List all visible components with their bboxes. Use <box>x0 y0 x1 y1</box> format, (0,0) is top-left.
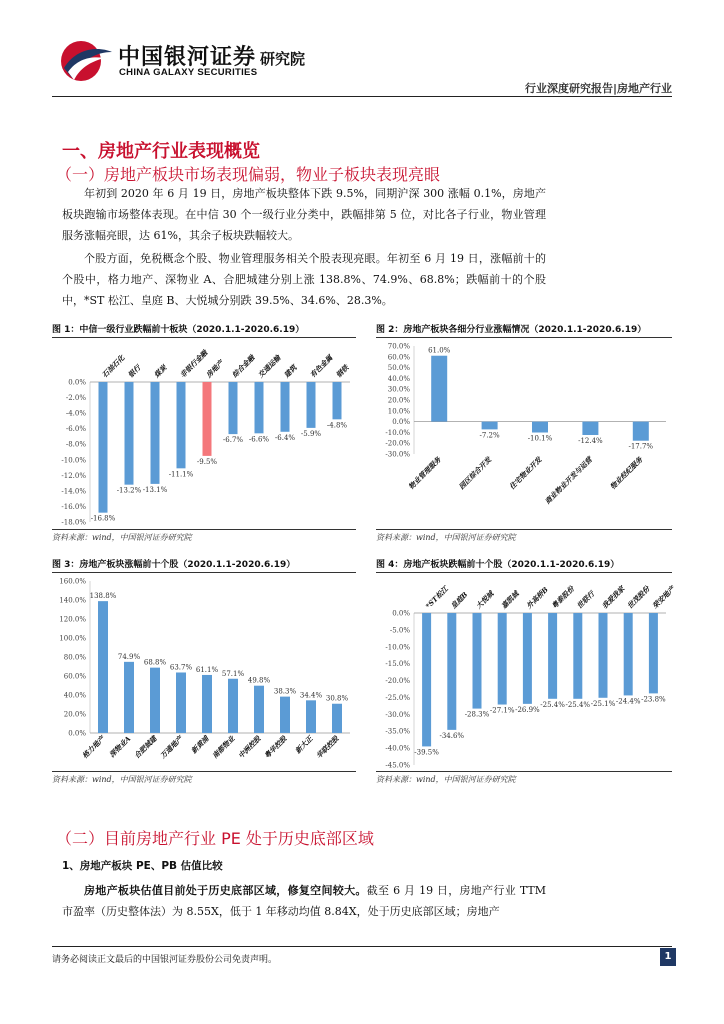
data-label: 61.1% <box>195 665 219 674</box>
category-label: 南都物业 <box>210 734 237 761</box>
fig2-caption-line <box>376 337 672 338</box>
y-tick-label: -30.0% <box>385 710 410 719</box>
y-tick-label: -18.0% <box>61 518 86 527</box>
subsection-title-2: （二）目前房地产行业 PE 处于历史底部区域 <box>56 829 374 848</box>
paragraph-3-bold: 房地产板块估值目前处于历史底部区域，修复空间较大。 <box>84 884 367 897</box>
fig4-source: 资料来源：wind，中国银河证券研究院 <box>376 775 516 784</box>
bar <box>280 697 290 733</box>
y-tick-label: -20.0% <box>385 677 410 686</box>
y-tick-label: -10.0% <box>61 456 86 465</box>
category-label: 新黄浦 <box>189 734 211 756</box>
footer-disclaimer: 请务必阅读正文最后的中国银河证券股份公司免责声明。 <box>52 955 278 965</box>
data-label: -5.9% <box>300 429 322 438</box>
fig4-bottom-line <box>376 771 672 772</box>
fig1-source: 资料来源：wind，中国银河证券研究院 <box>52 533 192 542</box>
paragraph-2: 个股方面，免税概念个股、物业管理服务相关个股表现亮眼。年初至 6 月 19 日，涨幅前十的个股中，格力地产、深物业 A、合肥城建分别上涨 138.8%、74.9%、68.8%；跌幅前十的个股中，*ST 松江、皇庭 B、大悦城分别跌 39.5%、34.6%、28.3%。 <box>62 252 546 307</box>
fig3-caption-line <box>52 572 356 573</box>
bar <box>332 704 342 733</box>
category-label: 新大正 <box>293 734 315 756</box>
header <box>0 0 724 100</box>
y-tick-label: 50.0% <box>387 364 410 373</box>
y-tick-label: 40.0% <box>63 691 86 700</box>
paragraph-3-rest: 截至 6 月 19 日，房地产行业 TTM 市盈率（历史整体法）为 8.55X，低于 1 年移动均值 8.84X，处于历史底部区域；房地产 <box>62 884 546 918</box>
data-label: -27.1% <box>489 706 515 715</box>
bar <box>431 356 447 422</box>
bar <box>203 382 212 456</box>
y-tick-label: 160.0% <box>59 577 86 586</box>
data-label: 74.9% <box>117 652 141 661</box>
bar <box>582 422 598 435</box>
data-label: -12.4% <box>578 436 603 445</box>
bar <box>124 662 134 733</box>
data-label: -34.6% <box>439 731 465 740</box>
data-label: -28.3% <box>464 710 490 719</box>
y-tick-label: 20.0% <box>387 396 410 405</box>
bar <box>447 613 456 730</box>
fig1-bottom-line <box>52 529 356 530</box>
bar <box>176 672 186 733</box>
bar <box>333 382 342 419</box>
category-label: 物业经纪服务 <box>608 455 645 492</box>
y-tick-label: -14.0% <box>61 487 86 496</box>
fig2-bottom-line <box>376 529 672 530</box>
fig4-chart <box>376 575 677 771</box>
y-tick-label: -10.0% <box>385 428 410 437</box>
bar <box>633 422 649 441</box>
y-tick-label: -20.0% <box>385 439 410 448</box>
section-title: 一、房地产行业表现概览 <box>62 141 260 162</box>
data-label: -26.9% <box>515 705 540 714</box>
fig1-caption-line <box>52 337 356 338</box>
bar <box>254 686 264 733</box>
data-label: -25.1% <box>590 699 616 708</box>
category-label: 有色金属 <box>308 353 335 380</box>
subsection-title-1: （一）房地产板块市场表现偏弱，物业子板块表现亮眼 <box>56 165 441 184</box>
category-label: 荣安地产 <box>650 584 677 611</box>
data-label: 30.8% <box>325 694 349 703</box>
paragraph-1: 年初到 2020 年 6 月 19 日，房地产板块整体下跌 9.5%，同期沪深 300 涨幅 0.1%，房地产板块跑输市场整体表现。在中信 30 个一级行业分类中，跌幅排第 5 位，对比各子行业，物业管理服务涨幅亮眼，达 61%，其余子板块跌幅较大。 <box>62 187 546 242</box>
y-tick-label: 0.0% <box>68 729 86 738</box>
y-tick-label: -2.0% <box>65 394 86 403</box>
category-label: 华联控股 <box>314 734 341 761</box>
data-label: 138.8% <box>89 592 117 601</box>
category-label: 嘉凯城 <box>499 589 521 611</box>
fig3-source: 资料来源：wind，中国银河证券研究院 <box>52 775 192 784</box>
data-label: -7.2% <box>479 431 500 440</box>
category-label: 交通运输 <box>256 353 283 380</box>
data-label: -11.1% <box>168 470 194 479</box>
y-tick-label: 100.0% <box>59 634 86 643</box>
header-divider <box>52 96 672 97</box>
data-label: 68.8% <box>143 658 167 667</box>
category-label: 煤炭 <box>152 363 169 380</box>
y-tick-label: -10.0% <box>385 643 410 652</box>
y-tick-label: 120.0% <box>59 615 86 624</box>
page-number: 1 <box>660 948 676 966</box>
fig4-caption: 图 4：房地产板块跌幅前十个股（2020.1.1-2020.6.19） <box>376 560 620 570</box>
bar <box>573 613 582 699</box>
bar <box>599 613 608 698</box>
bar <box>229 382 238 434</box>
y-tick-label: 40.0% <box>387 374 410 383</box>
bar <box>202 675 212 733</box>
data-label: 38.3% <box>273 687 297 696</box>
category-label: 世茂股份 <box>625 584 652 611</box>
category-label: *ST松江 <box>423 584 450 611</box>
data-label: 61.0% <box>428 346 451 355</box>
bar <box>498 613 507 705</box>
data-label: -4.8% <box>326 421 348 430</box>
fig3-caption: 图 3：房地产板块涨幅前十个股（2020.1.1-2020.6.19） <box>52 560 296 570</box>
category-label: 我爱我家 <box>600 584 627 611</box>
y-tick-label: -35.0% <box>385 727 410 736</box>
logo-en-text: CHINA GALAXY SECURITIES <box>119 67 258 78</box>
category-label: 中洲控股 <box>236 734 263 761</box>
data-label: -10.1% <box>527 434 553 443</box>
bar <box>649 613 658 693</box>
y-tick-label: -25.0% <box>385 693 410 702</box>
bar <box>473 613 482 709</box>
y-tick-label: -40.0% <box>385 744 410 753</box>
fig2-chart <box>376 340 672 530</box>
category-label: 非银行金融 <box>178 348 210 380</box>
bar <box>548 613 557 699</box>
paragraph-3 <box>62 880 546 922</box>
data-label: -23.8% <box>641 695 666 704</box>
y-tick-label: 0.0% <box>392 418 410 427</box>
logo-cn-text: 中国银河证券 <box>118 45 257 70</box>
footer-divider <box>52 946 672 947</box>
bar <box>422 613 431 746</box>
institute-label: 研究院 <box>260 50 306 68</box>
y-tick-label: -5.0% <box>389 626 410 635</box>
y-tick-label: 30.0% <box>387 385 410 394</box>
fig1-caption: 图 1：中信一级行业跌幅前十板块（2020.1.1-2020.6.19） <box>52 325 305 335</box>
bar <box>523 613 532 704</box>
subheading-pe-pb: 1、房地产板块 PE、PB 估值比较 <box>62 860 223 872</box>
bar <box>150 668 160 733</box>
bar <box>281 382 290 432</box>
bar <box>624 613 633 695</box>
bar <box>177 382 186 468</box>
y-tick-label: 80.0% <box>63 653 86 662</box>
category-label: 粤华控股 <box>262 734 289 761</box>
category-label: 商业物业开发与运营 <box>542 455 594 506</box>
category-label: 万通地产 <box>158 734 185 761</box>
bar <box>98 601 108 733</box>
data-label: 57.1% <box>221 669 245 678</box>
category-label: 银行 <box>126 363 143 380</box>
fig4-caption-line <box>376 572 672 573</box>
data-label: -6.4% <box>274 433 296 442</box>
category-label: 外高桥B <box>524 585 550 611</box>
data-label: -25.4% <box>565 700 591 709</box>
y-tick-label: -6.0% <box>65 425 86 434</box>
bar <box>228 679 238 733</box>
data-label: -17.7% <box>628 442 654 451</box>
y-tick-label: -4.0% <box>65 409 86 418</box>
y-tick-label: -16.0% <box>61 502 86 511</box>
galaxy-logo-icon <box>58 38 114 84</box>
fig2-caption: 图 2：房地产板块各细分行业涨幅情况（2020.1.1-2020.6.19） <box>376 325 647 335</box>
category-label: 石油石化 <box>100 353 127 380</box>
bar <box>532 422 548 433</box>
category-label: 住宅物业开发 <box>507 455 544 492</box>
data-label: -24.4% <box>615 697 641 706</box>
category-label: 综合金融 <box>230 353 257 380</box>
y-tick-label: 0.0% <box>392 609 410 618</box>
category-label: 格力地产 <box>80 734 107 761</box>
category-label: 大悦城 <box>474 589 496 611</box>
data-label: 63.7% <box>169 663 193 672</box>
fig3-chart <box>52 575 356 771</box>
y-tick-label: 0.0% <box>68 378 86 387</box>
bar <box>306 700 316 733</box>
y-tick-label: 60.0% <box>63 672 86 681</box>
bar <box>151 382 160 484</box>
data-label: -13.2% <box>116 486 142 495</box>
data-label: -6.6% <box>248 435 270 444</box>
category-label: 合肥城建 <box>132 734 159 761</box>
fig2-source: 资料来源：wind，中国银河证券研究院 <box>376 533 516 542</box>
report-type: 行业深度研究报告|房地产行业 <box>524 82 672 95</box>
category-label: 钢铁 <box>334 363 351 380</box>
y-tick-label: 60.0% <box>387 353 410 362</box>
y-tick-label: -45.0% <box>385 761 410 770</box>
category-label: 建筑 <box>282 363 299 380</box>
bar <box>125 382 134 485</box>
y-tick-label: 10.0% <box>387 407 410 416</box>
bar <box>99 382 108 513</box>
y-tick-label: -30.0% <box>385 450 410 459</box>
y-tick-label: 140.0% <box>59 596 86 605</box>
data-label: -6.7% <box>222 436 244 445</box>
category-label: 粤泰股份 <box>549 584 576 611</box>
data-label: 34.4% <box>299 691 323 700</box>
category-label: 皇庭B <box>448 589 470 611</box>
data-label: 49.8% <box>247 676 271 685</box>
y-tick-label: -8.0% <box>65 440 86 449</box>
bar <box>482 422 498 430</box>
data-label: -13.1% <box>142 485 168 494</box>
category-label: 房地产 <box>204 358 226 380</box>
category-label: 园区综合开发 <box>456 455 494 492</box>
bar <box>307 382 316 428</box>
category-label: 深物业A <box>107 734 133 760</box>
fig3-bottom-line <box>52 771 356 772</box>
fig1-chart <box>52 340 356 530</box>
data-label: -39.5% <box>414 748 439 757</box>
y-tick-label: -12.0% <box>61 471 86 480</box>
data-label: -25.4% <box>540 700 565 709</box>
y-tick-label: 70.0% <box>387 342 410 351</box>
y-tick-label: 20.0% <box>63 710 86 719</box>
category-label: 世联行 <box>574 589 597 611</box>
data-label: -16.8% <box>90 514 116 523</box>
bar <box>255 382 264 433</box>
category-label: 物业管理服务 <box>406 455 443 492</box>
y-tick-label: -15.0% <box>385 660 410 669</box>
data-label: -9.5% <box>196 457 218 466</box>
